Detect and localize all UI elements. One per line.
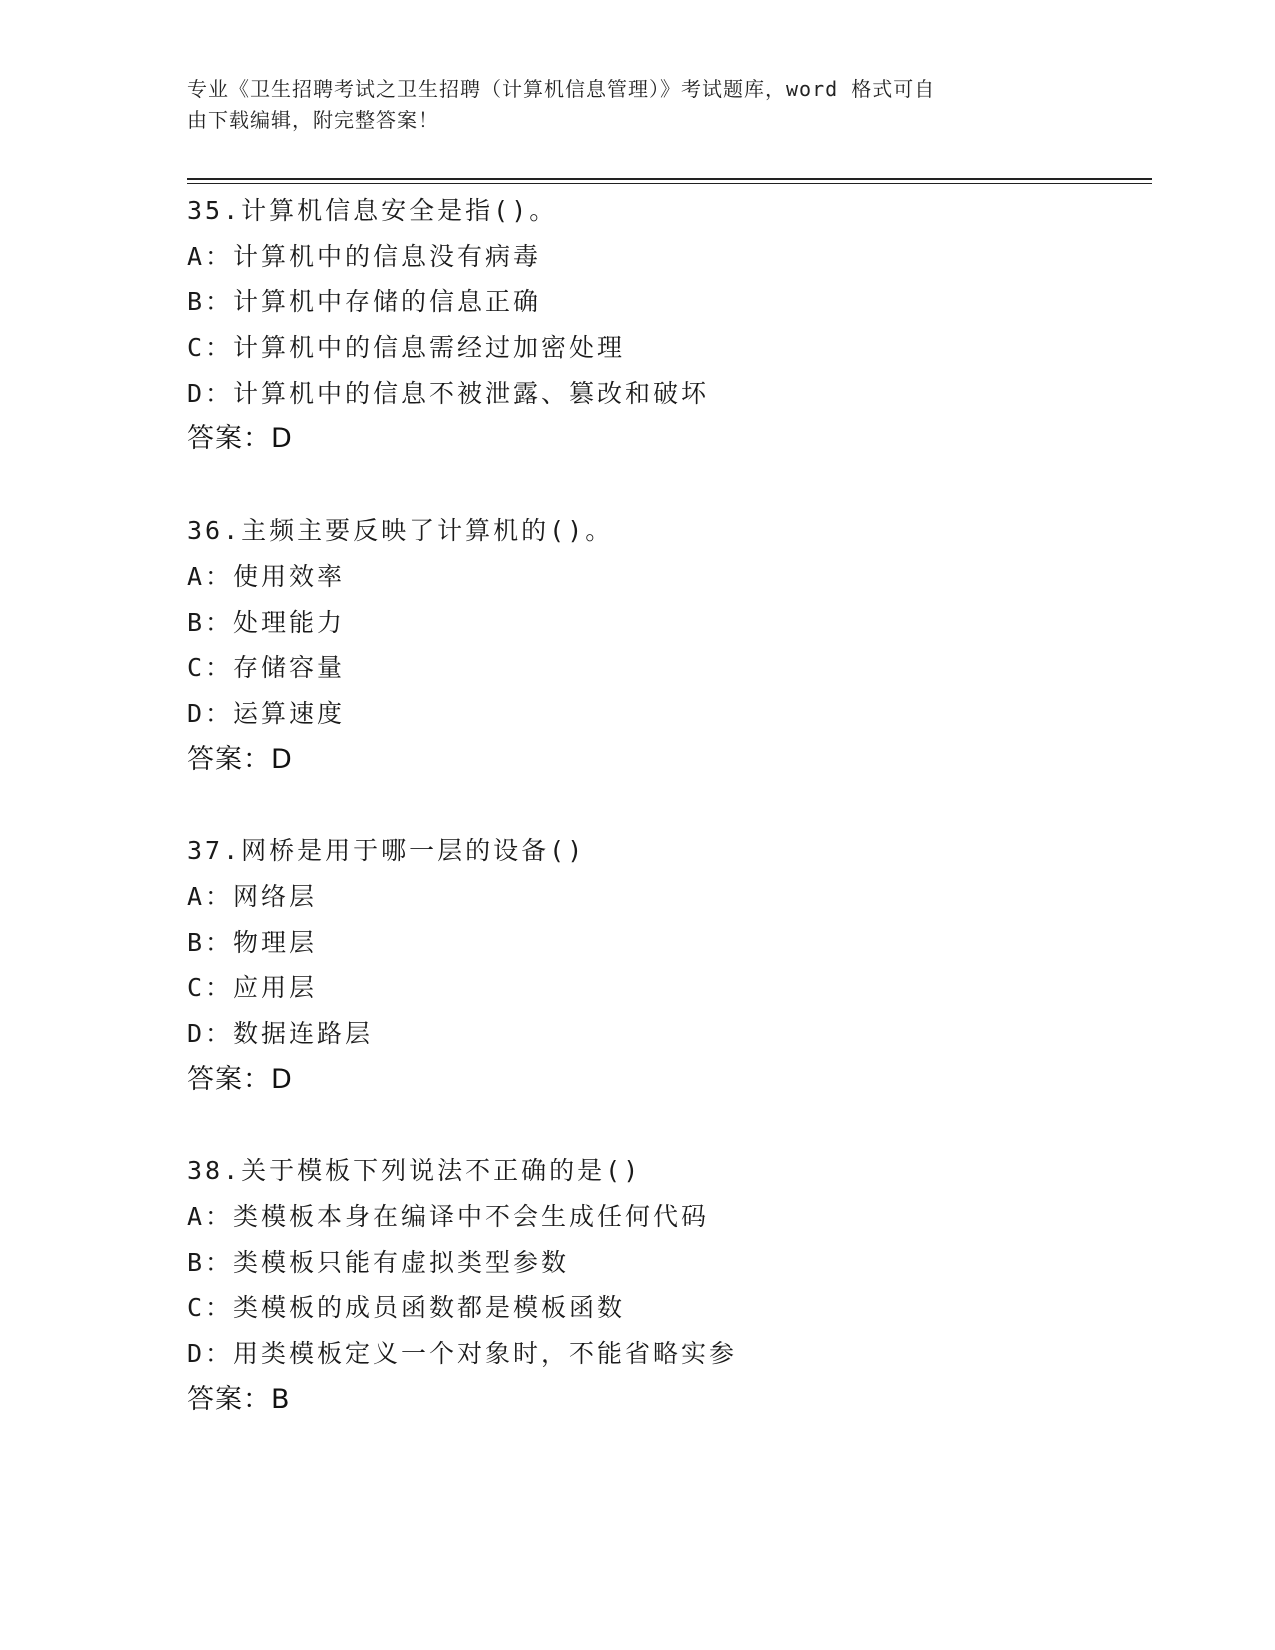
option-b: B：计算机中存储的信息正确 bbox=[187, 287, 542, 317]
document-header bbox=[187, 74, 1067, 136]
option-c: C：计算机中的信息需经过加密处理 bbox=[187, 333, 626, 363]
option-c: C：类模板的成员函数都是模板函数 bbox=[187, 1293, 626, 1323]
option-c: C：存储容量 bbox=[187, 653, 346, 683]
question-36 bbox=[187, 508, 1147, 782]
question-stem: 37.网桥是用于哪一层的设备() bbox=[187, 836, 586, 866]
header-line-1: 专业《卫生招聘考试之卫生招聘（计算机信息管理）》考试题库，word 格式可自 bbox=[187, 77, 936, 101]
option-d: D：数据连路层 bbox=[187, 1019, 374, 1048]
header-divider-thin bbox=[187, 183, 1152, 184]
question-37 bbox=[187, 828, 1147, 1102]
question-stem: 38.关于模板下列说法不正确的是() bbox=[187, 1156, 642, 1186]
option-c: C：应用层 bbox=[187, 973, 318, 1003]
option-d: D：计算机中的信息不被泄露、篡改和破坏 bbox=[187, 378, 710, 408]
option-b: B：类模板只能有虚拟类型参数 bbox=[187, 1247, 570, 1277]
question-35 bbox=[187, 188, 1147, 462]
answer-line: 答案：D bbox=[187, 743, 293, 775]
answer-line: 答案：D bbox=[187, 1063, 293, 1095]
question-stem: 35.计算机信息安全是指()。 bbox=[187, 196, 558, 225]
option-d: D：运算速度 bbox=[187, 698, 346, 728]
option-a: A：使用效率 bbox=[187, 561, 346, 591]
question-stem: 36.主频主要反映了计算机的()。 bbox=[187, 516, 614, 546]
question-list bbox=[187, 188, 1147, 1469]
header-line-2: 由下载编辑，附完整答案！ bbox=[187, 108, 439, 132]
option-a: A：网络层 bbox=[187, 881, 318, 911]
option-d: D：用类模板定义一个对象时，不能省略实参 bbox=[187, 1339, 738, 1369]
question-38 bbox=[187, 1148, 1147, 1422]
answer-line: 答案：D bbox=[187, 423, 293, 455]
answer-line: 答案：B bbox=[187, 1383, 291, 1415]
option-a: A：计算机中的信息没有病毒 bbox=[187, 241, 542, 271]
option-b: B：物理层 bbox=[187, 927, 318, 957]
option-a: A：类模板本身在编译中不会生成任何代码 bbox=[187, 1202, 710, 1232]
option-b: B：处理能力 bbox=[187, 607, 346, 637]
header-divider-thick bbox=[187, 178, 1152, 180]
